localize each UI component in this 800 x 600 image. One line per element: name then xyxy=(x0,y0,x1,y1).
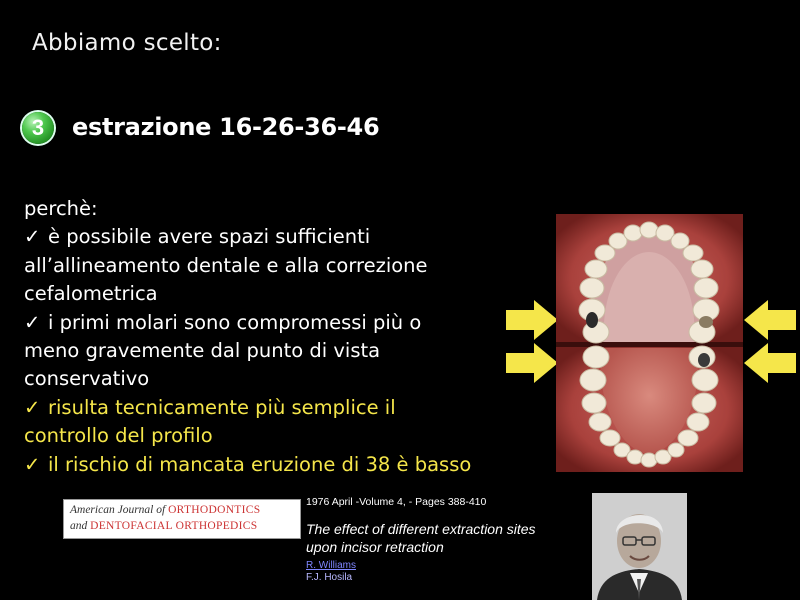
slide-heading: estrazione 16-26-36-46 xyxy=(72,113,380,141)
citation-meta: 1976 April -Volume 4, - Pages 388-410 xyxy=(306,496,487,508)
number-badge: 3 xyxy=(22,112,54,144)
citation-title: The effect of different extraction sites upon incisor retraction xyxy=(306,521,536,555)
reason-line: ✓ risulta tecnicamente più semplice il xyxy=(24,394,544,422)
slide-title: Abbiamo scelto: xyxy=(32,30,222,56)
arrow-right-icon xyxy=(506,343,558,383)
author-portrait xyxy=(592,493,687,600)
reasons-list xyxy=(24,195,544,479)
reason-line: meno gravemente dal punto di vista xyxy=(24,339,381,363)
arrow-right-icon xyxy=(506,300,558,340)
reason-line: ✓ il rischio di mancata eruzione di 38 è basso xyxy=(24,451,544,479)
dental-arch-photo xyxy=(556,214,743,472)
author-link[interactable]: R. Williams xyxy=(306,560,356,571)
arrow-left-icon xyxy=(744,300,796,340)
check-icon: ✓ xyxy=(24,310,41,334)
reason-line: conservativo xyxy=(24,367,150,391)
reason-line: ✓ è possibile avere spazi sufficienti xyxy=(24,223,544,251)
check-icon: ✓ xyxy=(24,225,41,249)
journal-logo: American Journal of ORTHODONTICS and DENTOFACIAL ORTHOPEDICS xyxy=(63,499,301,539)
reason-line: controllo del profilo xyxy=(24,424,213,448)
author-name: F.J. Hosila xyxy=(306,572,353,583)
check-icon: ✓ xyxy=(24,452,41,476)
reason-line: ✓ i primi molari sono compromessi più o xyxy=(24,309,544,337)
arrow-left-icon xyxy=(744,343,796,383)
check-icon: ✓ xyxy=(24,395,41,419)
citation xyxy=(306,496,586,584)
reason-line: cefalometrica xyxy=(24,282,158,306)
reason-line: all’allineamento dentale e alla correzione xyxy=(24,253,428,277)
reasons-intro: perchè: xyxy=(24,197,98,220)
